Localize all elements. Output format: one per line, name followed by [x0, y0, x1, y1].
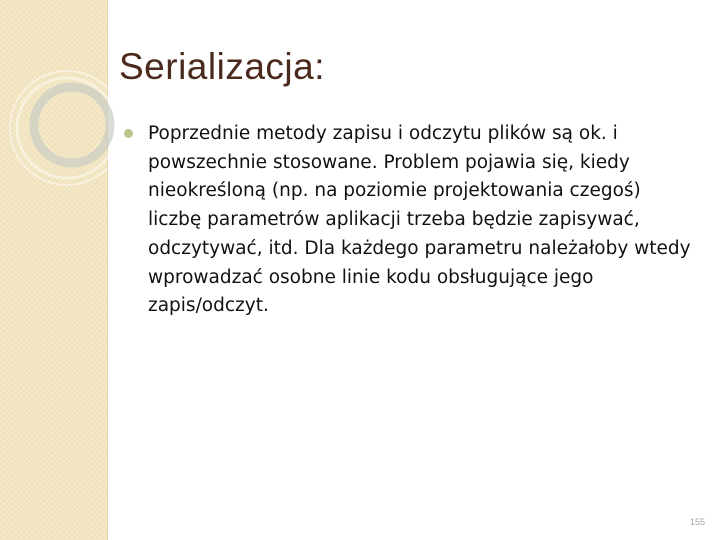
page-number: 155 [689, 517, 705, 527]
decorative-ring-small [34, 87, 110, 163]
slide-title: Serializacja: [119, 46, 325, 87]
bullet-point-icon [124, 129, 133, 138]
bullet-text: Poprzednie metody zapisu i odczytu plików są ok. i powszechnie stosowane. Problem pojawia się, kiedy nieokreśloną (np. na poziomie projektowania czegoś) liczbę parametrów aplikacji trzeba będzie zapisywać, odczytywać, itd. Dla każdego parametru należałoby wtedy wprowadzać osobne linie kodu obsługujące jego zapis/odczyt. [148, 123, 691, 317]
